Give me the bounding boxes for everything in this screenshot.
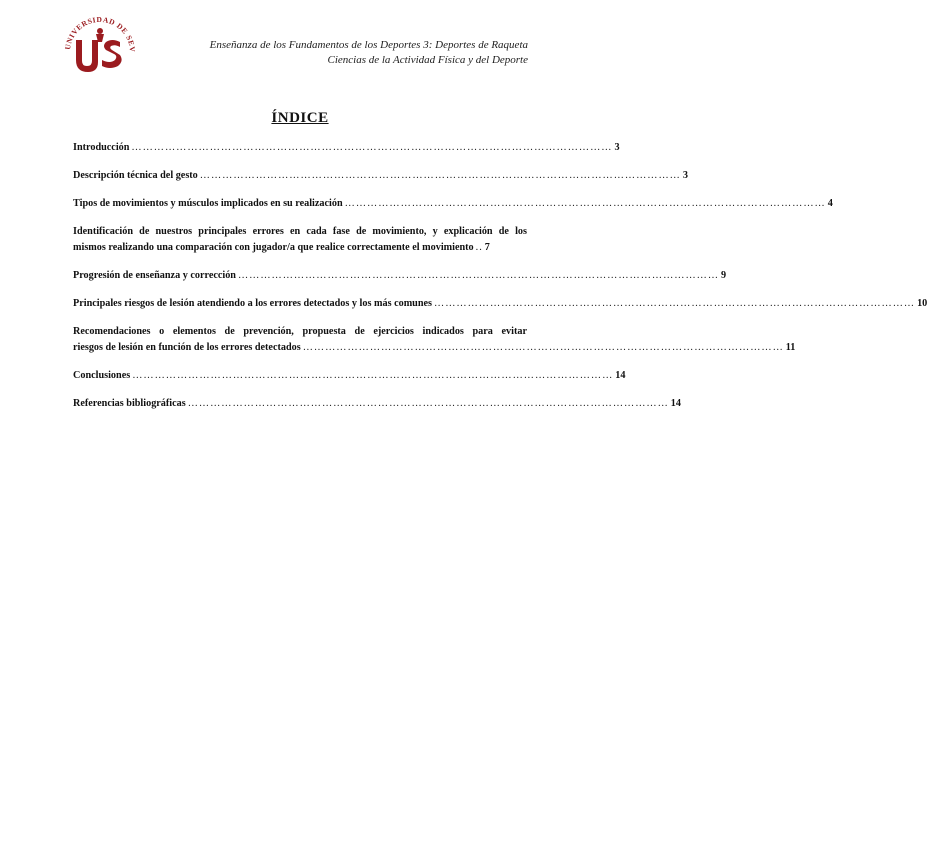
toc-entry-page: 9 bbox=[721, 270, 727, 281]
toc-entry[interactable] bbox=[73, 396, 681, 412]
toc-entry-page: 10 bbox=[917, 298, 927, 309]
toc-leader-dots: .. bbox=[475, 242, 483, 253]
toc-entry-title: Referencias bibliográficas bbox=[73, 398, 186, 409]
toc-entry[interactable] bbox=[73, 224, 527, 256]
university-logo bbox=[62, 8, 138, 78]
toc-entry[interactable] bbox=[73, 196, 833, 212]
toc-entry-title: Introducción bbox=[73, 142, 130, 153]
page-title: ÍNDICE bbox=[271, 110, 329, 126]
toc-leader-dots: ………………………………………………………………………………………………………………… bbox=[199, 170, 681, 181]
toc-entry-title: Principales riesgos de lesión atendiendo a los errores detectados y los más comunes bbox=[73, 298, 432, 309]
toc-leader-dots: ………………………………………………………………………………………………………………… bbox=[302, 342, 784, 353]
toc-leader-dots: ………………………………………………………………………………………………………………… bbox=[131, 142, 613, 153]
svg-text:UNIVERSIDAD DE SEVILLA: UNIVERSIDAD DE SEV bbox=[63, 14, 138, 53]
toc-entry[interactable] bbox=[73, 140, 620, 156]
toc-leader-dots: ………………………………………………………………………………………………………………… bbox=[344, 198, 826, 209]
toc-entry-title: Progresión de enseñanza y corrección bbox=[73, 270, 236, 281]
document-header bbox=[210, 38, 528, 68]
toc-entry[interactable] bbox=[73, 368, 626, 384]
toc-entry-page: 14 bbox=[670, 398, 681, 409]
header-course-title: Enseñanza de los Fundamentos de los Deportes 3: Deportes de Raqueta bbox=[209, 39, 528, 51]
table-of-contents bbox=[73, 136, 927, 412]
toc-entry[interactable] bbox=[73, 268, 727, 284]
toc-entry-title-line1: Recomendaciones o elementos de prevención, propuesta de ejercicios indicados para evitar bbox=[73, 326, 527, 337]
toc-entry[interactable] bbox=[73, 168, 688, 184]
toc-entry-title: Tipos de movimientos y músculos implicados en su realización bbox=[73, 198, 343, 209]
toc-entry-page: 11 bbox=[785, 342, 796, 353]
toc-entry-page: 7 bbox=[484, 242, 490, 253]
toc-entry-title-line1: Identificación de nuestros principales errores en cada fase de movimiento, y explicación de los bbox=[73, 226, 527, 237]
university-seal-icon bbox=[62, 8, 138, 78]
toc-leader-dots: ………………………………………………………………………………………………………………… bbox=[187, 398, 669, 409]
toc-leader-dots: ………………………………………………………………………………………………………………… bbox=[237, 270, 720, 281]
toc-entry-title: Conclusiones bbox=[73, 370, 131, 381]
header-degree-title: Ciencias de la Actividad Física y del Deporte bbox=[327, 54, 528, 66]
toc-entry-page: 14 bbox=[615, 370, 626, 381]
toc-leader-dots: ………………………………………………………………………………………………………………… bbox=[434, 298, 916, 309]
toc-entry[interactable] bbox=[73, 296, 927, 312]
toc-entry-title: Descripción técnica del gesto bbox=[73, 170, 198, 181]
toc-entry-page: 3 bbox=[614, 142, 620, 153]
toc-entry-page: 3 bbox=[682, 170, 688, 181]
toc-entry[interactable] bbox=[73, 324, 796, 356]
toc-entry-title-line2: riesgos de lesión en función de los errores detectados bbox=[73, 342, 301, 353]
toc-entry-title-line2: mismos realizando una comparación con jugador/a que realice correctamente el movimiento bbox=[73, 242, 474, 253]
toc-entry-page: 4 bbox=[827, 198, 833, 209]
toc-leader-dots: ………………………………………………………………………………………………………………… bbox=[132, 370, 614, 381]
